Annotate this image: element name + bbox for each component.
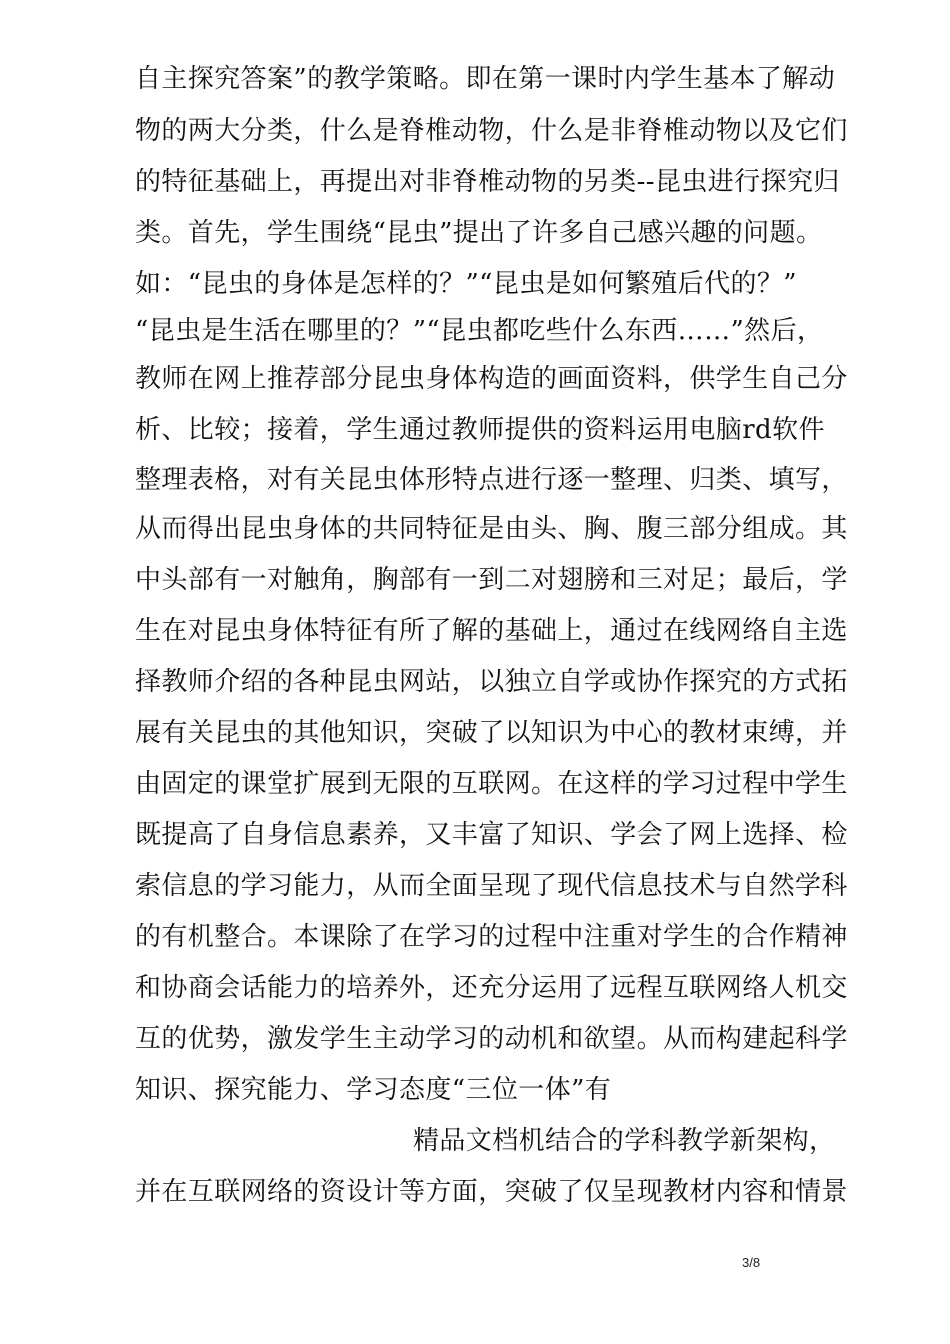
text-line: 物的两大分类，什么是脊椎动物，什么是非脊椎动物以及它们 (135, 116, 848, 146)
text-line: 由固定的课堂扩展到无限的互联网。在这样的学习过程中学生 (135, 769, 848, 799)
text-line: 知识、探究能力、学习态度“三位一体”有 (135, 1075, 612, 1105)
text-line: “昆虫是生活在哪里的？”“昆虫都吃些什么东西……”然后， (135, 316, 824, 346)
text-line: 择教师介绍的各种昆虫网站，以独立自学或协作探究的方式拓 (135, 667, 848, 697)
text-line: 和协商会话能力的培养外，还充分运用了远程互联网络人机交 (135, 973, 848, 1003)
page-number: 3/8 (742, 1255, 761, 1270)
text-line: 的有机整合。本课除了在学习的过程中注重对学生的合作精神 (135, 922, 848, 952)
text-line: 生在对昆虫身体特征有所了解的基础上，通过在线网络自主选 (135, 616, 848, 646)
text-line: 从而得出昆虫身体的共同特征是由头、胸、腹三部分组成。其 (135, 514, 848, 544)
text-line: 的特征基础上，再提出对非脊椎动物的另类--昆虫进行探究归 (135, 167, 840, 197)
text-line: 自主探究答案”的教学策略。即在第一课时内学生基本了解动 (135, 64, 836, 94)
text-line: 既提高了自身信息素养，又丰富了知识、学会了网上选择、检 (135, 820, 848, 850)
text-line: 中头部有一对触角，胸部有一到二对翅膀和三对足；最后，学 (135, 565, 848, 595)
text-line: 展有关昆虫的其他知识，突破了以知识为中心的教材束缚，并 (135, 718, 848, 748)
text-line: 互的优势，激发学生主动学习的动机和欲望。从而构建起科学 (135, 1024, 848, 1054)
text-line: 教师在网上推荐部分昆虫身体构造的画面资料，供学生自己分 (135, 364, 848, 394)
text-line: 并在互联网络的资设计等方面，突破了仅呈现教材内容和情景 (135, 1177, 848, 1207)
text-line: 析、比较；接着，学生通过教师提供的资料运用电脑rd软件 (135, 415, 825, 445)
text-line: 类。首先，学生围绕“昆虫”提出了许多自己感兴趣的问题。 (135, 218, 823, 248)
text-line: 如：“昆虫的身体是怎样的？”“昆虫是如何繁殖后代的？” (135, 269, 797, 299)
text-line: 整理表格，对有关昆虫体形特点进行逐一整理、归类、填写， (135, 465, 848, 495)
text-line: 精品文档机结合的学科教学新架构， (413, 1126, 836, 1156)
text-line: 索信息的学习能力，从而全面呈现了现代信息技术与自然学科 (135, 871, 848, 901)
